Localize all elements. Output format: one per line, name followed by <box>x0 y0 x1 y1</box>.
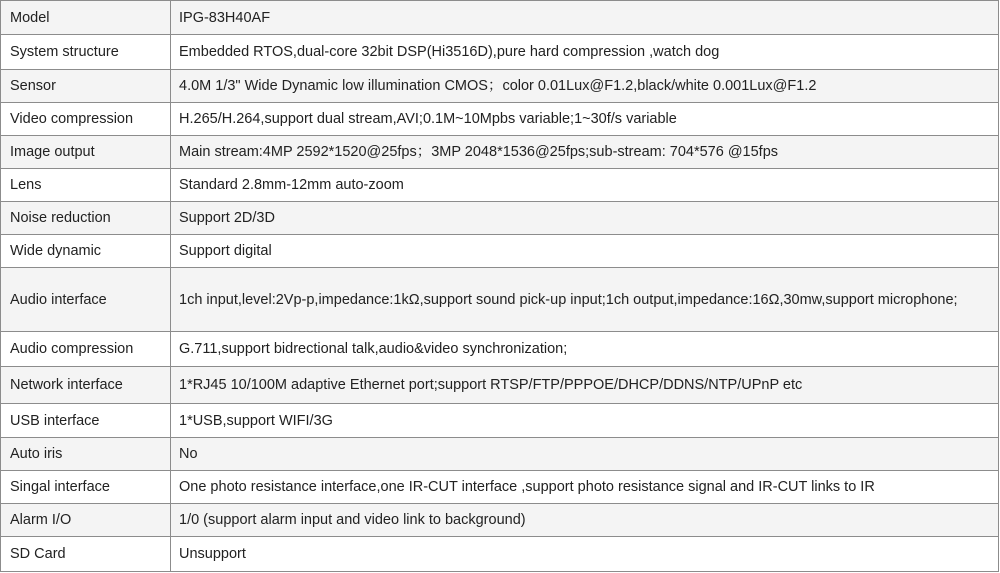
row-label: Network interface <box>1 367 171 404</box>
row-value: 1*USB,support WIFI/3G <box>171 404 999 438</box>
row-label: Image output <box>1 136 171 169</box>
row-label: Video compression <box>1 103 171 136</box>
table-row <box>1 169 999 202</box>
row-value: H.265/H.264,support dual stream,AVI;0.1M~10Mpbs variable;1~30f/s variable <box>171 103 999 136</box>
row-value: Main stream:4MP 2592*1520@25fps；3MP 2048*1536@25fps;sub-stream: 704*576 @15fps <box>171 136 999 169</box>
table-row <box>1 537 999 572</box>
table-row <box>1 70 999 103</box>
row-value: IPG-83H40AF <box>171 1 999 35</box>
row-label: Auto iris <box>1 438 171 471</box>
table-row <box>1 471 999 504</box>
row-label: Lens <box>1 169 171 202</box>
table-row <box>1 235 999 268</box>
row-label: Singal interface <box>1 471 171 504</box>
table-row <box>1 202 999 235</box>
row-label: SD Card <box>1 537 171 572</box>
table-row <box>1 332 999 367</box>
row-label: USB interface <box>1 404 171 438</box>
row-value: 4.0M 1/3" Wide Dynamic low illumination CMOS；color 0.01Lux@F1.2,black/white 0.001Lux@F1.2 <box>171 70 999 103</box>
row-label: Alarm I/O <box>1 504 171 537</box>
row-value: No <box>171 438 999 471</box>
row-label: Audio compression <box>1 332 171 367</box>
row-label: Audio interface <box>1 268 171 332</box>
row-value: G.711,support bidrectional talk,audio&video synchronization; <box>171 332 999 367</box>
row-value: Unsupport <box>171 537 999 572</box>
table-row <box>1 404 999 438</box>
row-label: System structure <box>1 35 171 70</box>
row-label: Wide dynamic <box>1 235 171 268</box>
table-row <box>1 504 999 537</box>
row-label: Noise reduction <box>1 202 171 235</box>
row-value: Standard 2.8mm-12mm auto-zoom <box>171 169 999 202</box>
row-value: 1ch input,level:2Vp-p,impedance:1kΩ,support sound pick-up input;1ch output,impedance:16Ω,30mw,support microphone; <box>171 268 999 332</box>
row-label: Sensor <box>1 70 171 103</box>
row-value: One photo resistance interface,one IR-CUT interface ,support photo resistance signal and IR-CUT links to IR <box>171 471 999 504</box>
table-row <box>1 35 999 70</box>
row-value: 1*RJ45 10/100M adaptive Ethernet port;support RTSP/FTP/PPPOE/DHCP/DDNS/NTP/UPnP etc <box>171 367 999 404</box>
table-row <box>1 136 999 169</box>
table-row <box>1 438 999 471</box>
row-value: Support digital <box>171 235 999 268</box>
table-row <box>1 103 999 136</box>
row-value: 1/0 (support alarm input and video link to background) <box>171 504 999 537</box>
row-value: Support 2D/3D <box>171 202 999 235</box>
row-value: Embedded RTOS,dual-core 32bit DSP(Hi3516D),pure hard compression ,watch dog <box>171 35 999 70</box>
row-label: Model <box>1 1 171 35</box>
table-row <box>1 1 999 35</box>
table-row <box>1 268 999 332</box>
table-row <box>1 367 999 404</box>
